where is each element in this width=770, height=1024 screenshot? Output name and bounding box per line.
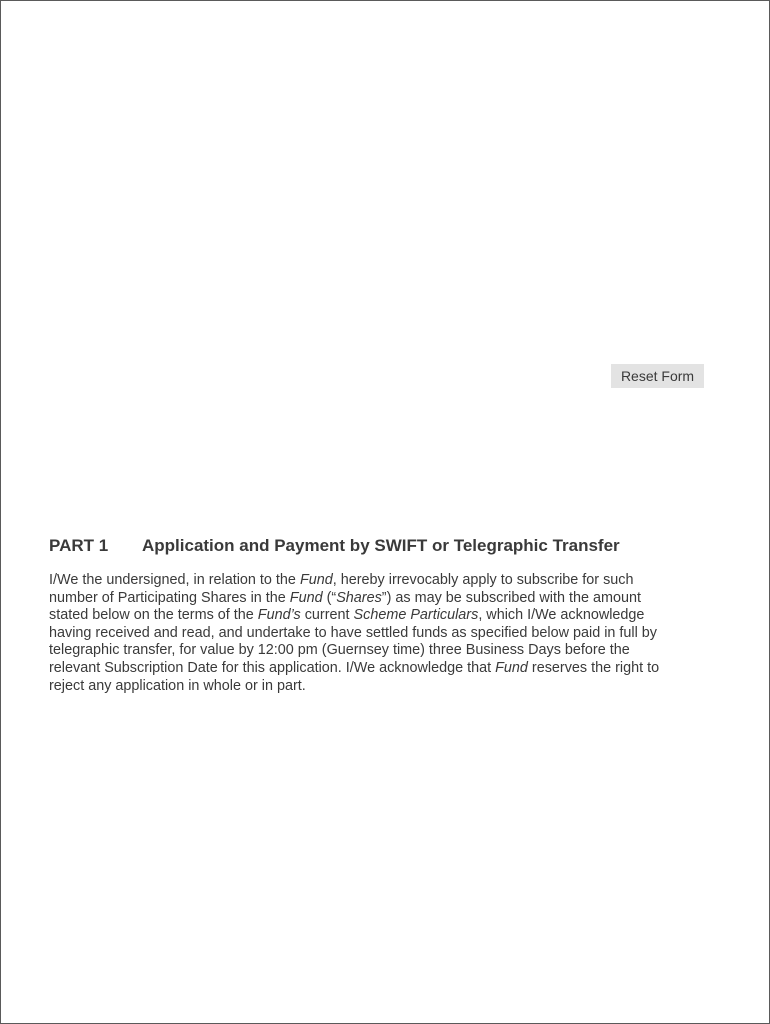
part-number: PART 1 — [49, 536, 109, 555]
fund-term: Fund — [299, 572, 333, 588]
application-paragraph — [49, 572, 721, 695]
paragraph-line — [49, 660, 721, 678]
paragraph-line — [49, 607, 721, 625]
text-run: relevant Subscription Date for this application. I/We acknowledge that — [49, 659, 496, 676]
fund-term: Fund’s — [257, 607, 301, 624]
part-title: Application and Payment by SWIFT or Telegraphic Transfer — [142, 536, 620, 555]
text-run: , hereby irrevocably apply to subscribe for such — [332, 572, 634, 588]
paragraph-line: telegraphic transfer, for value by 12:00 pm (Guernsey time) three Business Days before the — [49, 642, 630, 659]
paragraph-line — [49, 590, 721, 608]
paragraph-line — [49, 572, 721, 590]
reset-form-button[interactable]: Reset Form — [611, 364, 704, 388]
text-run: I/We the undersigned, in relation to the — [49, 572, 300, 588]
text-run: number of Participating Shares in the — [49, 589, 290, 606]
text-run: ”) as may be subscribed with the amount — [381, 589, 641, 606]
text-run: reserves the right to — [527, 659, 660, 676]
part1-heading — [49, 536, 620, 556]
scheme-particulars-term: Scheme Particulars — [353, 607, 479, 624]
text-run: current — [300, 607, 354, 624]
text-run: stated below on the terms of the — [49, 607, 258, 624]
paragraph-line: reject any application in whole or in part. — [49, 677, 306, 694]
fund-term: Fund — [495, 659, 528, 676]
paragraph-line: having received and read, and undertake to have settled funds as specified below paid in full by — [49, 624, 658, 641]
text-run: , which I/We acknowledge — [478, 607, 645, 624]
shares-term: Shares — [336, 589, 382, 606]
text-run: (“ — [322, 589, 337, 606]
fund-term: Fund — [289, 589, 323, 606]
